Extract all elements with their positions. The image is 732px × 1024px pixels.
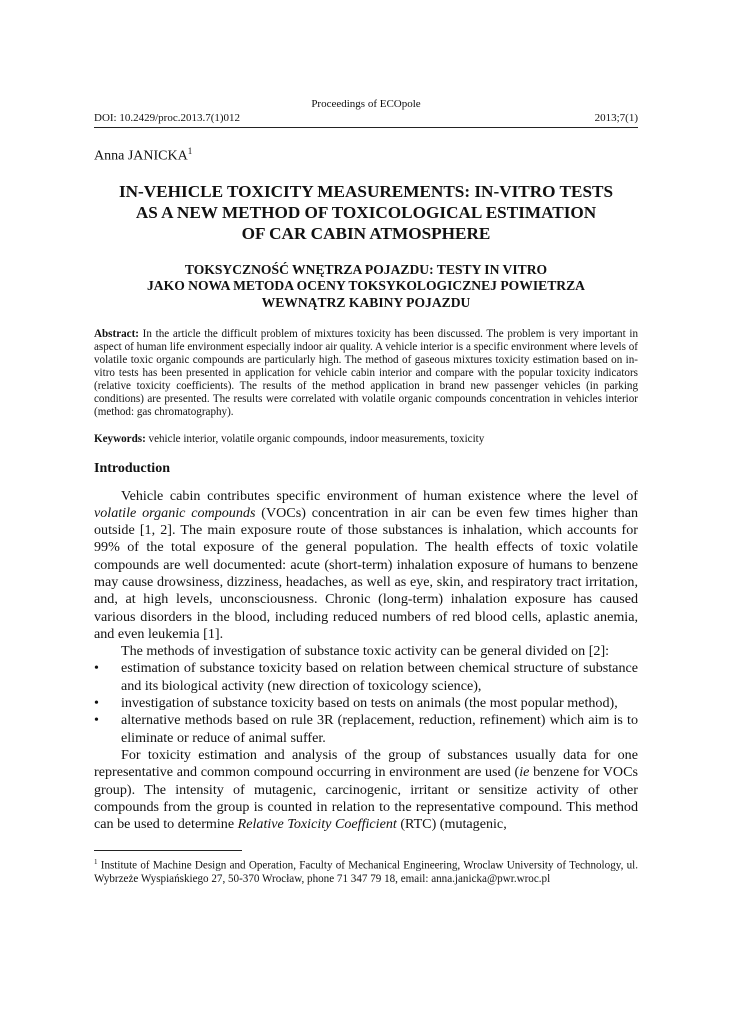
bullet-list xyxy=(94,660,638,746)
doi: DOI: 10.2429/proc.2013.7(1)012 xyxy=(94,112,241,124)
text-run-italic: ie xyxy=(519,764,530,781)
title-line: OF CAR CABIN ATMOSPHERE xyxy=(241,223,491,243)
introduction-body xyxy=(94,488,638,834)
text-run: (VOCs) concentration in air can be even few times higher than outside [1, 2]. The main exposure route of those substances is inhalation, which accounts for 99% of the total exposure of the general population. The health effects of toxic volatile compounds are well documented: acute (short-term) inhalation exposure of humans to benzene may cause drowsiness, dizziness, headaches, as well as eye, skin, and respiratory tract irritation, and, at high levels, unconsciousness. Chronic (long-term) inhalation exposure has caused various disorders in the blood, including reduced numbers of red blood cells, aplastic anemia, and even leukemia [1]. xyxy=(94,504,638,642)
subtitle-line: TOKSYCZNOŚĆ WNĘTRZA POJAZDU: TESTY IN VITRO xyxy=(184,261,548,277)
subtitle-line: WEWNĄTRZ KABINY POJAZDU xyxy=(261,294,471,310)
abstract-text: In the article the difficult problem of mixtures toxicity has been discussed. The problem is very important in aspect of human life environment especially indoor air quality. A vehicle interior is a specific environment where levels of volatile toxic organic compounds are particularly high. The method of gaseous mixtures toxicity estimation based on in-vitro tests has been presented in application for vehicle cabin interior and compare with the popular toxicity indicators (relative toxicity coefficients). The results of the method application in brand new passenger vehicles (in parking conditions) are presented. The results were correlated with volatile organic compounds concentration in vehicles interior (method: gas chromatography). xyxy=(94,328,638,418)
journal-name: Proceedings of ECOpole xyxy=(311,98,421,110)
list-item-text: alternative methods based on rule 3R (replacement, reduction, refinement) which aim is to eliminate or reduce of animal suffer. xyxy=(121,712,638,746)
text-run: Vehicle cabin contributes specific environment of human existence where the level of xyxy=(121,487,638,504)
text-run-italic: volatile organic compounds xyxy=(94,504,256,521)
title-line: IN-VEHICLE TOXICITY MEASUREMENTS: IN-VITRO TESTS xyxy=(118,181,614,201)
footnote xyxy=(94,856,638,886)
list-item-text: investigation of substance toxicity based on tests on animals (the most popular method), xyxy=(121,695,618,712)
paragraph xyxy=(94,488,638,644)
volume: 2013;7(1) xyxy=(594,112,638,124)
bullet-icon: • xyxy=(94,712,99,729)
author xyxy=(94,143,638,165)
abstract xyxy=(94,328,638,418)
text-run: For toxicity estimation and analysis of the group of substances usually data for one representative and common compound occurring in environment are used ( xyxy=(94,746,638,781)
list-item xyxy=(94,695,638,712)
list-item xyxy=(94,660,638,695)
paragraph: The methods of investigation of substance toxic activity can be general divided on [2]: xyxy=(121,643,610,660)
list-item-text: estimation of substance toxicity based on relation between chemical structure of substance and its biological activity (new direction of toxicology science), xyxy=(121,660,638,694)
footnote-text: Institute of Machine Design and Operation, Faculty of Mechanical Engineering, Wroclaw University of Technology, ul. Wybrzeże Wyspiańskiego 27, 50-370 Wrocław, phone 71 347 79 18, email: anna.janicka@pwr.wroc.pl xyxy=(94,859,638,885)
subtitle-line: JAKO NOWA METODA OCENY TOKSYKOLOGICZNEJ POWIETRZA xyxy=(147,278,585,294)
abstract-label: Abstract: xyxy=(94,328,139,341)
footnote-mark: 1 xyxy=(94,858,98,866)
text-run: benzene for VOCs group). The intensity of mutagenic, carcinogenic, irritant or sensitize activity of other compounds from the group is counted in relation to the representative compound. This method can be used to determine xyxy=(94,764,638,833)
list-item xyxy=(94,712,638,747)
keywords-label: Keywords: xyxy=(94,432,146,445)
text-run-italic: Relative Toxicity Coefficient xyxy=(237,816,397,833)
text-run: (RTC) (mutagenic, xyxy=(396,816,507,833)
keywords-text: vehicle interior, volatile organic compounds, indoor measurements, toxicity xyxy=(145,432,485,445)
bullet-icon: • xyxy=(94,695,99,712)
bullet-icon: • xyxy=(94,660,99,677)
author-affiliation-mark: 1 xyxy=(187,146,193,156)
paper-subtitle-polish xyxy=(94,262,638,312)
keywords xyxy=(94,433,638,446)
doi-row xyxy=(94,112,638,128)
paragraph xyxy=(94,747,638,833)
paper-page xyxy=(94,98,638,833)
footnote-divider xyxy=(94,850,242,851)
author-name: Anna JANICKA xyxy=(94,148,188,164)
paper-title xyxy=(94,181,638,244)
title-line: AS A NEW METHOD OF TOXICOLOGICAL ESTIMATION xyxy=(135,202,597,222)
section-heading-introduction: Introduction xyxy=(94,460,170,476)
